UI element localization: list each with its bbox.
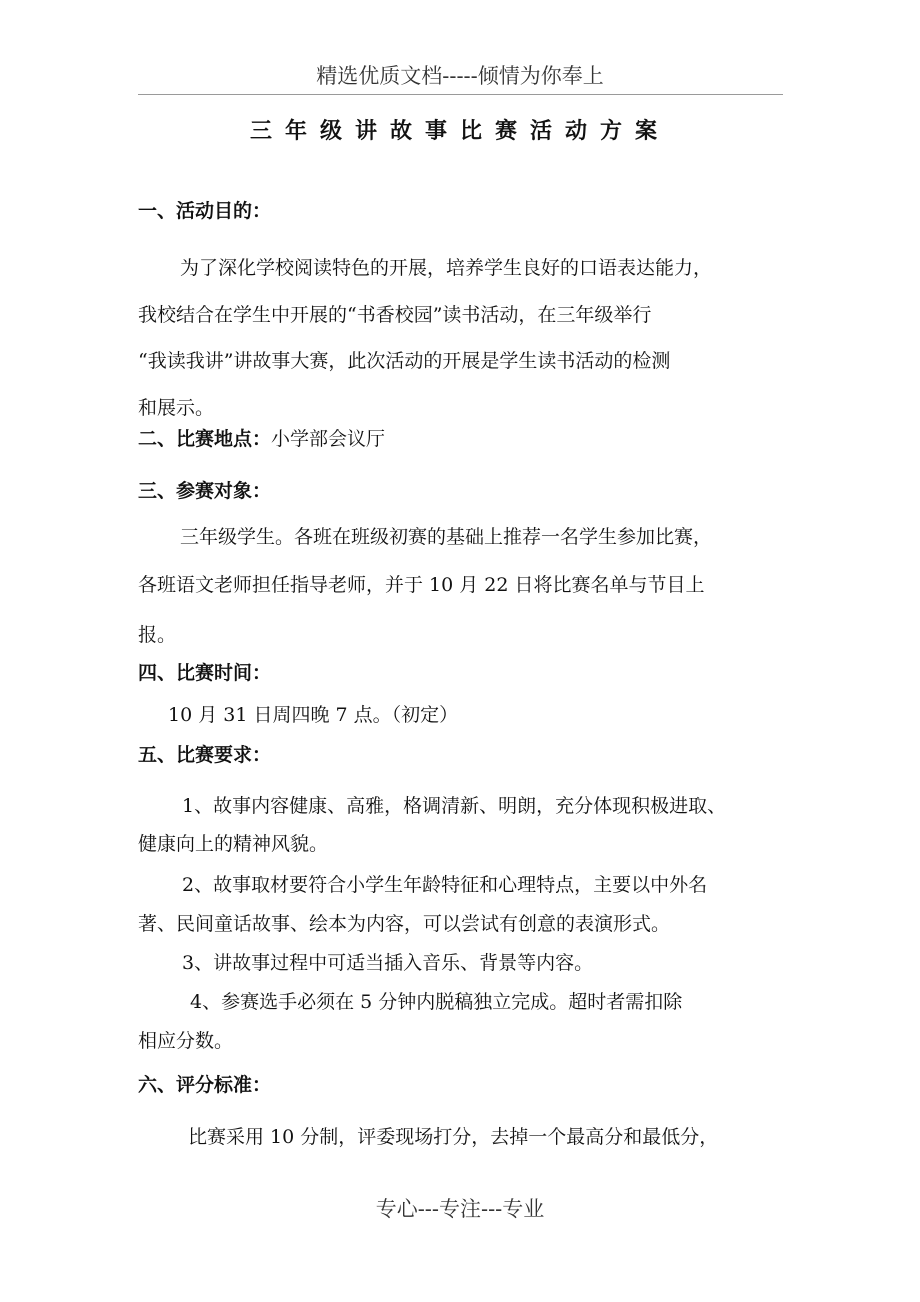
page-header-text: 精选优质文档-----倾情为你奉上	[316, 64, 604, 88]
requirements-line-6: 4、参赛选手必须在 5 分钟内脱稿独立完成。超时者需扣除	[190, 991, 683, 1013]
participants-line-2: 各班语文老师担任指导老师，并于 10 月 22 日将比赛名单与节目上	[138, 574, 705, 596]
purpose-line-3: “我读我讲”讲故事大赛，此次活动的开展是学生读书活动的检测	[138, 350, 671, 372]
purpose-line-4: 和展示。	[138, 397, 215, 419]
venue-value: 小学部会议厅	[271, 428, 386, 450]
section-heading-purpose: 一、活动目的：	[138, 200, 272, 222]
section-heading-scoring: 六、评分标准：	[138, 1074, 272, 1096]
participants-line-3: 报。	[138, 624, 177, 646]
scoring-line-1: 比赛采用 10 分制，评委现场打分，去掉一个最高分和最低分，	[188, 1126, 719, 1148]
purpose-line-2: 我校结合在学生中开展的“书香校园”读书活动，在三年级举行	[138, 304, 652, 326]
participants-line-1: 三年级学生。各班在班级初赛的基础上推荐一名学生参加比赛，	[180, 526, 713, 548]
requirements-line-2: 健康向上的精神风貌。	[138, 833, 329, 855]
requirements-line-4: 著、民间童话故事、绘本为内容，可以尝试有创意的表演形式。	[138, 913, 671, 935]
section-heading-time: 四、比赛时间：	[138, 662, 272, 684]
page-footer-text: 专心---专注---专业	[375, 1197, 545, 1221]
section-heading-venue: 二、比赛地点：	[138, 428, 272, 450]
header-divider	[138, 94, 783, 95]
requirements-line-3: 2、故事取材要符合小学生年龄特征和心理特点，主要以中外名	[182, 874, 708, 896]
section-venue	[138, 424, 385, 451]
section-heading-requirements: 五、比赛要求：	[138, 744, 272, 766]
requirements-line-5: 3、讲故事过程中可适当插入音乐、背景等内容。	[182, 952, 594, 974]
requirements-line-7: 相应分数。	[138, 1030, 234, 1052]
document-title: 三年级讲故事比赛活动方案	[249, 118, 670, 144]
requirements-line-1: 1、故事内容健康、高雅，格调清新、明朗，充分体现积极进取、	[182, 795, 727, 817]
purpose-line-1: 为了深化学校阅读特色的开展，培养学生良好的口语表达能力，	[180, 257, 713, 279]
time-line: 10 月 31 日周四晚 7 点。（初定）	[168, 704, 459, 726]
section-heading-participants: 三、参赛对象：	[138, 480, 272, 502]
